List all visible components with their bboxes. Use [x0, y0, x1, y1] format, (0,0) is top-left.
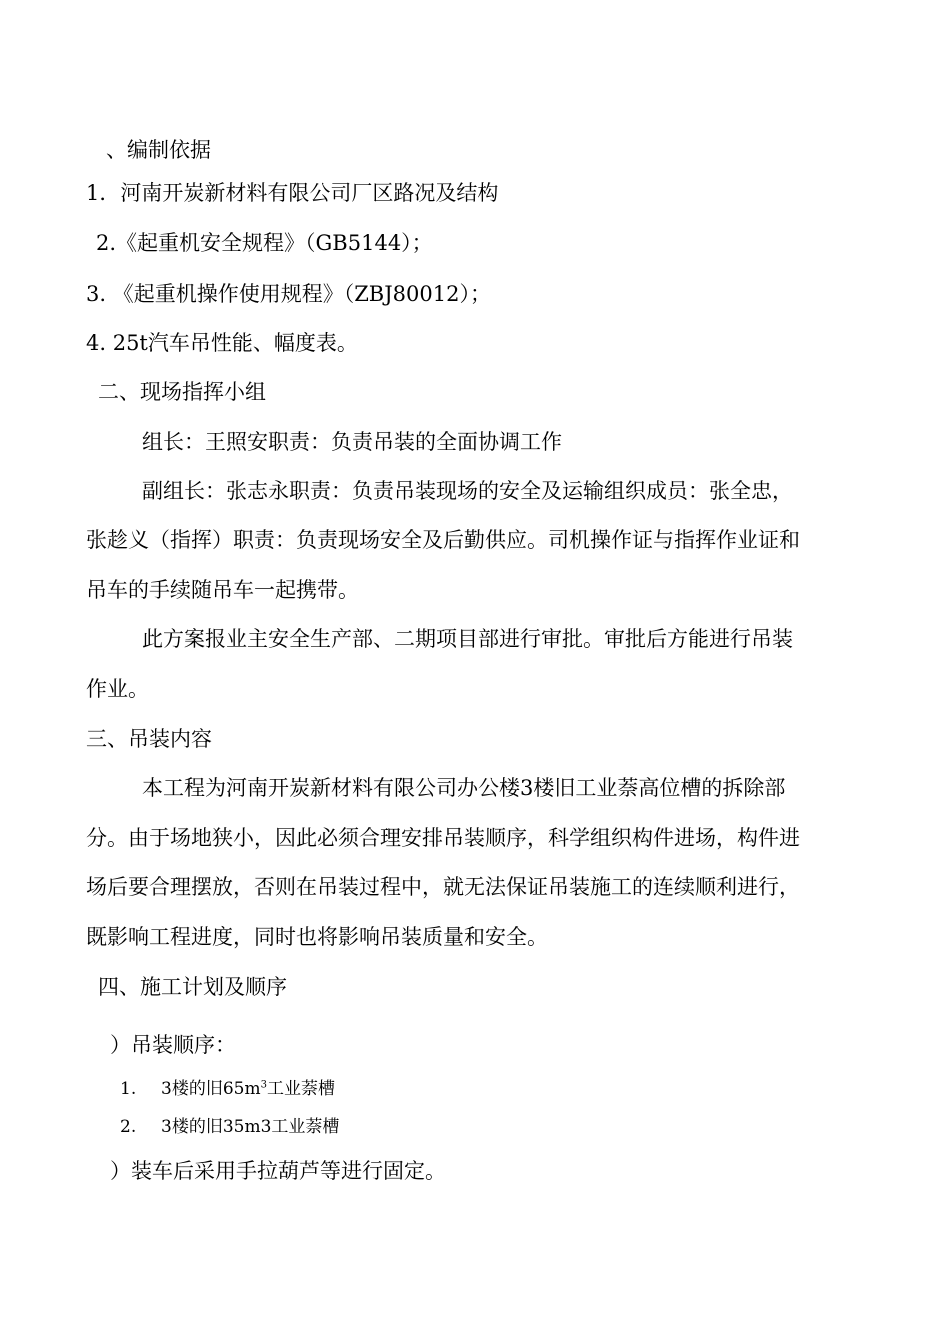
sequence-heading: ）吊装顺序：: [110, 1033, 236, 1057]
approval-line-2: 作业。: [86, 677, 149, 701]
content-line-4: 既影响工程进度，同时也将影响吊装质量和安全。: [86, 925, 548, 949]
sequence-item-2: [120, 1119, 339, 1136]
sequence-item-1: [120, 1081, 335, 1098]
team-leader-line: 组长：王照安职责：负责吊装的全面协调工作: [142, 430, 562, 454]
sequence-item-2-number: 2.: [120, 1117, 137, 1137]
section-heading-basis: 、编制依据: [106, 138, 211, 162]
section-heading-content: 三、吊装内容: [86, 727, 212, 751]
basis-item-1: 1．河南开炭新材料有限公司厂区路况及结构: [86, 181, 499, 205]
basis-item-2: 2.《起重机安全规程》（GB5144）；: [96, 231, 433, 255]
sequence-item-1-text-b: 工业萘槽: [267, 1079, 335, 1099]
basis-item-3: 3. 《起重机操作使用规程》（ZBJ80012）；: [86, 282, 491, 306]
deputy-line-2: 张趁义（指挥）职责：负责现场安全及后勤供应。司机操作证与指挥作业证和: [86, 528, 800, 552]
sequence-item-2-text: 3楼的旧35m3工业萘槽: [161, 1117, 340, 1137]
sequence-item-1-number: 1.: [120, 1079, 137, 1099]
basis-item-4: 4. 25t汽车吊性能、幅度表。: [86, 331, 358, 355]
section-heading-plan: 四、施工计划及顺序: [98, 975, 287, 999]
content-line-1: 本工程为河南开炭新材料有限公司办公楼3楼旧工业萘高位槽的拆除部: [142, 776, 786, 800]
content-line-2: 分。由于场地狭小，因此必须合理安排吊装顺序，科学组织构件进场，构件进: [86, 826, 800, 850]
section-heading-team: 二、现场指挥小组: [98, 380, 266, 404]
approval-line-1: 此方案报业主安全生产部、二期项目部进行审批。审批后方能进行吊装: [142, 627, 793, 651]
deputy-line-3: 吊车的手续随吊车一起携带。: [86, 578, 359, 602]
deputy-line-1: 副组长：张志永职责：负责吊装现场的安全及运输组织成员：张全忠，: [142, 479, 793, 503]
fixing-line: ）装车后采用手拉葫芦等进行固定。: [110, 1159, 446, 1183]
sequence-item-1-superscript: 3: [260, 1079, 267, 1091]
content-line-3: 场后要合理摆放，否则在吊装过程中，就无法保证吊装施工的连续顺利进行，: [86, 875, 800, 899]
sequence-item-1-text-a: 3楼的旧65m: [161, 1079, 261, 1099]
